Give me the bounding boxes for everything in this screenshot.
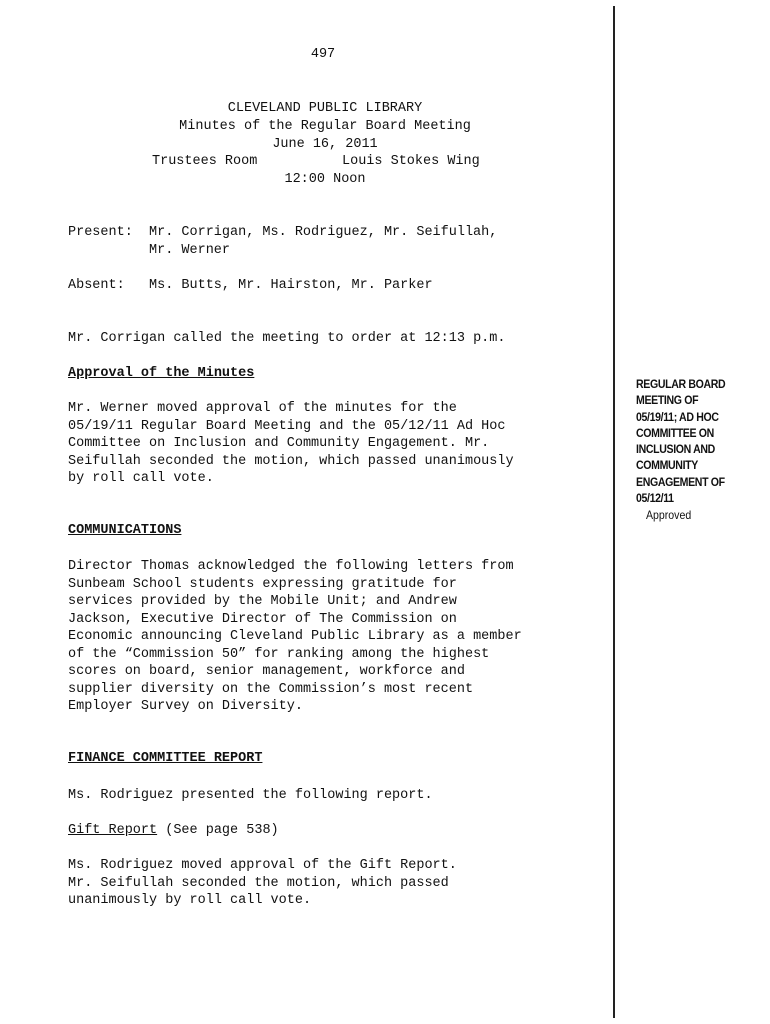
finance-motion-line: Ms. Rodriguez moved approval of the Gift Report. xyxy=(68,858,457,873)
communications-line: of the “Commission 50” for ranking among the highest xyxy=(68,646,490,662)
margin-status: Approved xyxy=(646,508,692,522)
margin-note-line: COMMUNITY xyxy=(636,458,698,473)
present-names-line-2: Mr. Werner xyxy=(149,243,231,258)
margin-note-line: INCLUSION AND xyxy=(636,442,715,457)
page-number: 497 xyxy=(310,47,336,62)
present-label: Present: xyxy=(68,225,133,240)
document-title: Minutes of the Regular Board Meeting xyxy=(179,119,471,134)
communications-line: supplier diversity on the Commission’s most recent xyxy=(68,681,474,697)
communications-line: Director Thomas acknowledged the following letters from xyxy=(68,559,514,574)
gift-report-reference: (See page 538) xyxy=(157,823,279,838)
communications-line: Economic announcing Cleveland Public Library as a member xyxy=(68,629,522,644)
margin-note-line: REGULAR BOARD xyxy=(636,377,726,391)
meeting-wing: Louis Stokes Wing xyxy=(342,154,480,169)
present-names-line-1: Mr. Corrigan, Ms. Rodriguez, Mr. Seifullah, xyxy=(149,225,498,240)
margin-note xyxy=(636,376,742,506)
communications-line: Sunbeam School students expressing gratitude for xyxy=(68,576,457,592)
gift-report-label: Gift Report xyxy=(68,823,158,838)
absent-names: Ms. Butts, Mr. Hairston, Mr. Parker xyxy=(149,278,433,293)
absent-label: Absent: xyxy=(68,278,125,293)
meeting-date: June 16, 2011 xyxy=(272,137,378,152)
communications-line: Employer Survey on Diversity. xyxy=(68,699,303,714)
minutes-line: Committee on Inclusion and Community Engagement. Mr. xyxy=(68,436,490,451)
finance-intro: Ms. Rodriguez presented the following report. xyxy=(68,788,433,803)
minutes-line: 05/19/11 Regular Board Meeting and the 05/12/11 Ad Hoc xyxy=(68,418,506,434)
margin-note-line: COMMITTEE ON xyxy=(636,425,714,440)
minutes-line: Mr. Werner moved approval of the minutes for the xyxy=(68,401,457,416)
call-to-order: Mr. Corrigan called the meeting to order at 12:13 p.m. xyxy=(68,331,506,346)
finance-motion-line: unanimously by roll call vote. xyxy=(68,893,312,908)
minutes-heading: Approval of the Minutes xyxy=(68,366,255,381)
gift-report-line xyxy=(68,822,279,840)
meeting-room: Trustees Room xyxy=(152,154,258,169)
communications-line: services provided by the Mobile Unit; and Andrew xyxy=(68,594,457,609)
finance-heading: FINANCE COMMITTEE REPORT xyxy=(68,751,263,766)
org-name: CLEVELAND PUBLIC LIBRARY xyxy=(227,101,423,116)
margin-divider xyxy=(613,6,615,1018)
margin-note-line: MEETING OF xyxy=(636,393,699,408)
finance-motion-line: Mr. Seifullah seconded the motion, which passed xyxy=(68,875,449,891)
minutes-line: Seifullah seconded the motion, which passed unanimously xyxy=(68,453,514,469)
margin-note-line: 05/12/11 xyxy=(636,491,674,506)
minutes-line: by roll call vote. xyxy=(68,471,214,486)
communications-heading: COMMUNICATIONS xyxy=(68,523,182,538)
communications-line: Jackson, Executive Director of The Commission on xyxy=(68,611,457,627)
margin-note-line: 05/19/11; AD HOC xyxy=(636,409,719,424)
meeting-time: 12:00 Noon xyxy=(284,172,366,187)
communications-line: scores on board, senior management, workforce and xyxy=(68,664,465,679)
margin-note-line: ENGAGEMENT OF xyxy=(636,474,725,489)
